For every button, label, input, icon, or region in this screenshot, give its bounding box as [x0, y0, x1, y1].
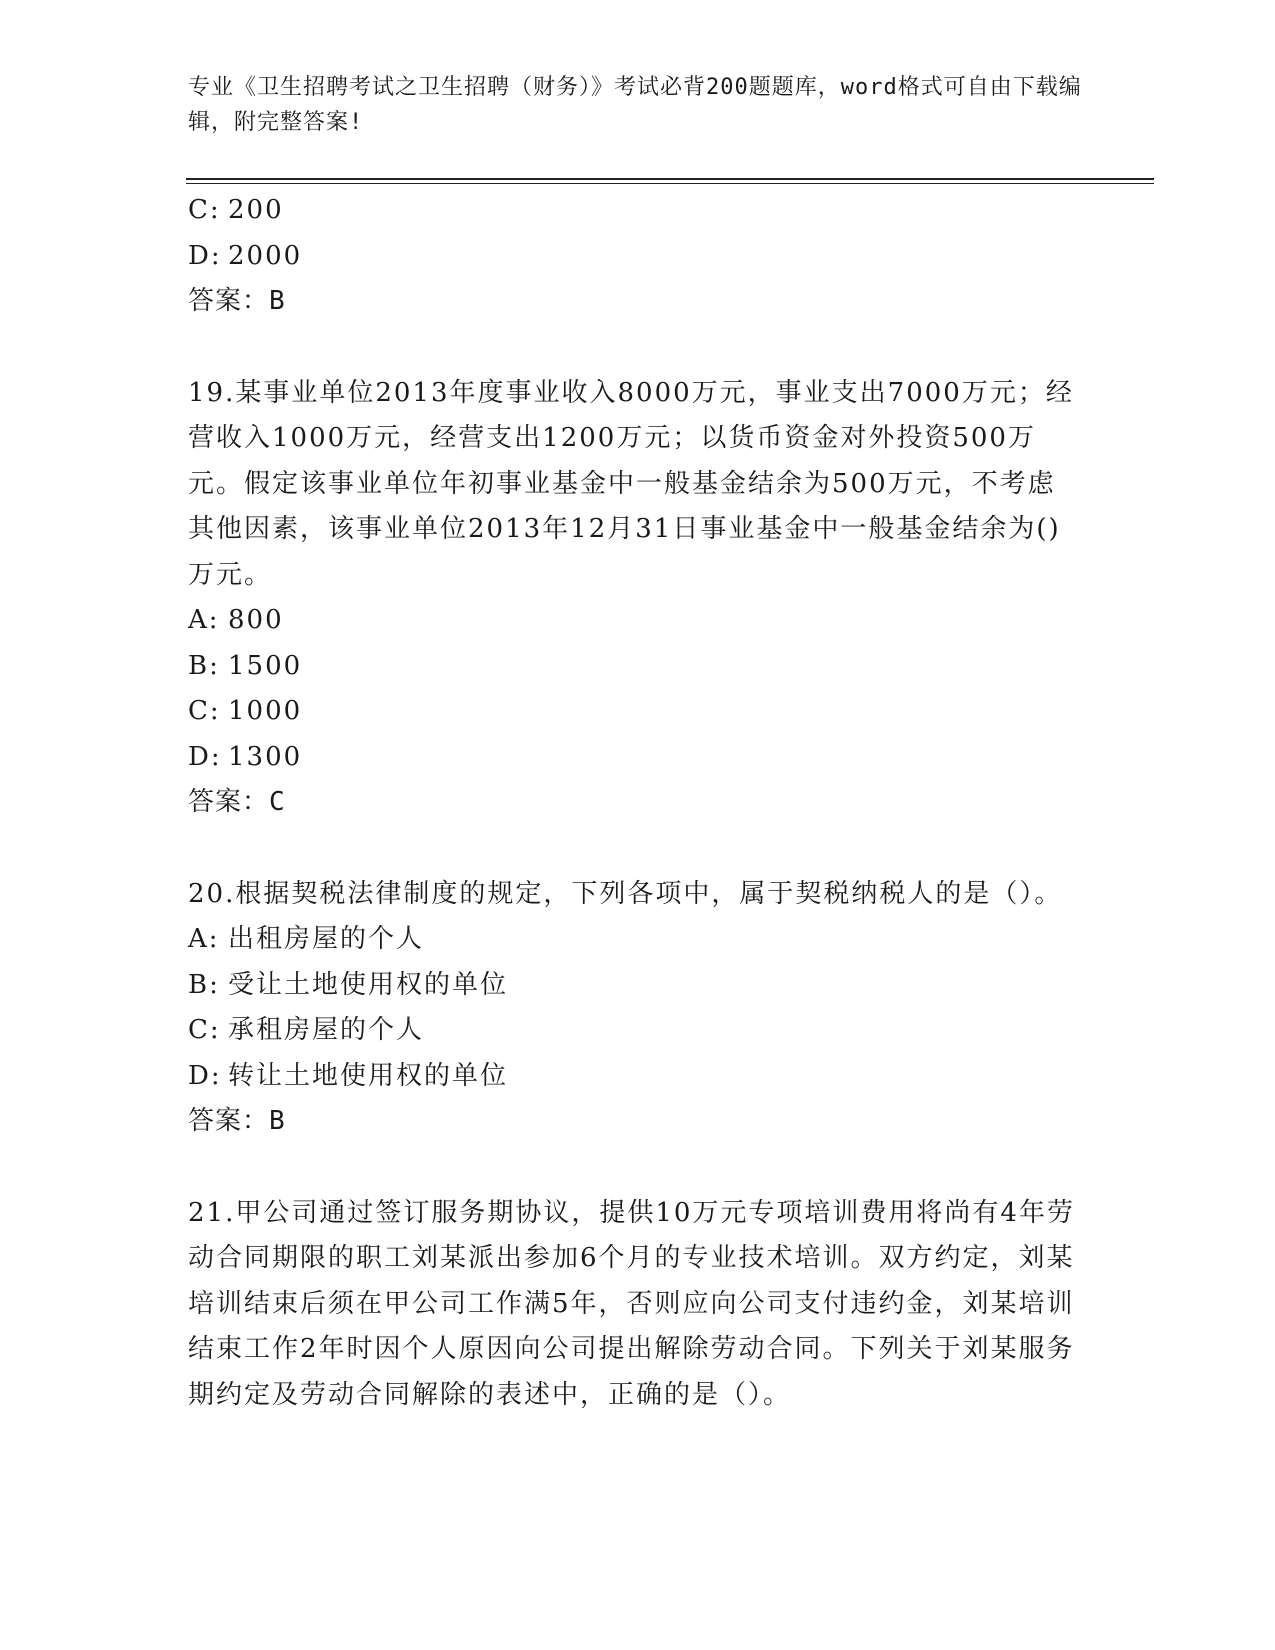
option-d: D: 2000: [188, 240, 303, 271]
question-20-stem: 20.根据契税法律制度的规定，下列各项中，属于契税纳税人的是（）。: [188, 878, 1063, 909]
question-19-answer: 答案：C: [188, 787, 286, 817]
header-divider-thin: [186, 183, 1154, 184]
answer-line: 答案：B: [188, 286, 286, 316]
document-header: 专业《卫生招聘考试之卫生招聘（财务）》考试必背200题题库，word格式可自由下载编辑，附完整答案!: [188, 75, 1082, 135]
question-20-option-d: D: 转让土地使用权的单位: [188, 1060, 509, 1091]
question-19-option-d: D: 1300: [188, 741, 303, 772]
option-c: C: 200: [188, 195, 284, 225]
question-20-option-a: A: 出租房屋的个人: [188, 924, 425, 954]
question-19-option-a: A: 800: [188, 605, 284, 635]
question-19-option-b: B: 1500: [188, 650, 303, 681]
question-20-option-b: B: 受让土地使用权的单位: [188, 969, 509, 1000]
question-20-option-c: C: 承租房屋的个人: [188, 1015, 425, 1045]
question-21-stem: 21.甲公司通过签订服务期协议，提供10万元专项培训费用将尚有4年劳动合同期限的职工刘某派出参加6个月的专业技术培训。双方约定，刘某培训结束后须在甲公司工作满5年，否则应向公司支付违约金，刘某培训结束工作2年时因个人原因向公司提出解除劳动合同。下列关于刘某服务期约定及劳动合同解除的表述中，正确的是（）。: [188, 1197, 1075, 1410]
question-19-option-c: C: 1000: [188, 696, 303, 726]
question-19-stem: 19.某事业单位2013年度事业收入8000万元，事业支出7000万元；经营收入1000万元，经营支出1200万元；以货币资金对外投资500万元。假定该事业单位年初事业基金中一般基金结余为500万元，不考虑其他因素，该事业单位2013年12月31日事业基金中一般基金结余为()万元。: [188, 377, 1074, 590]
header-divider: [186, 178, 1154, 180]
question-20-answer: 答案：B: [188, 1106, 286, 1136]
document-body: [188, 188, 1080, 1418]
